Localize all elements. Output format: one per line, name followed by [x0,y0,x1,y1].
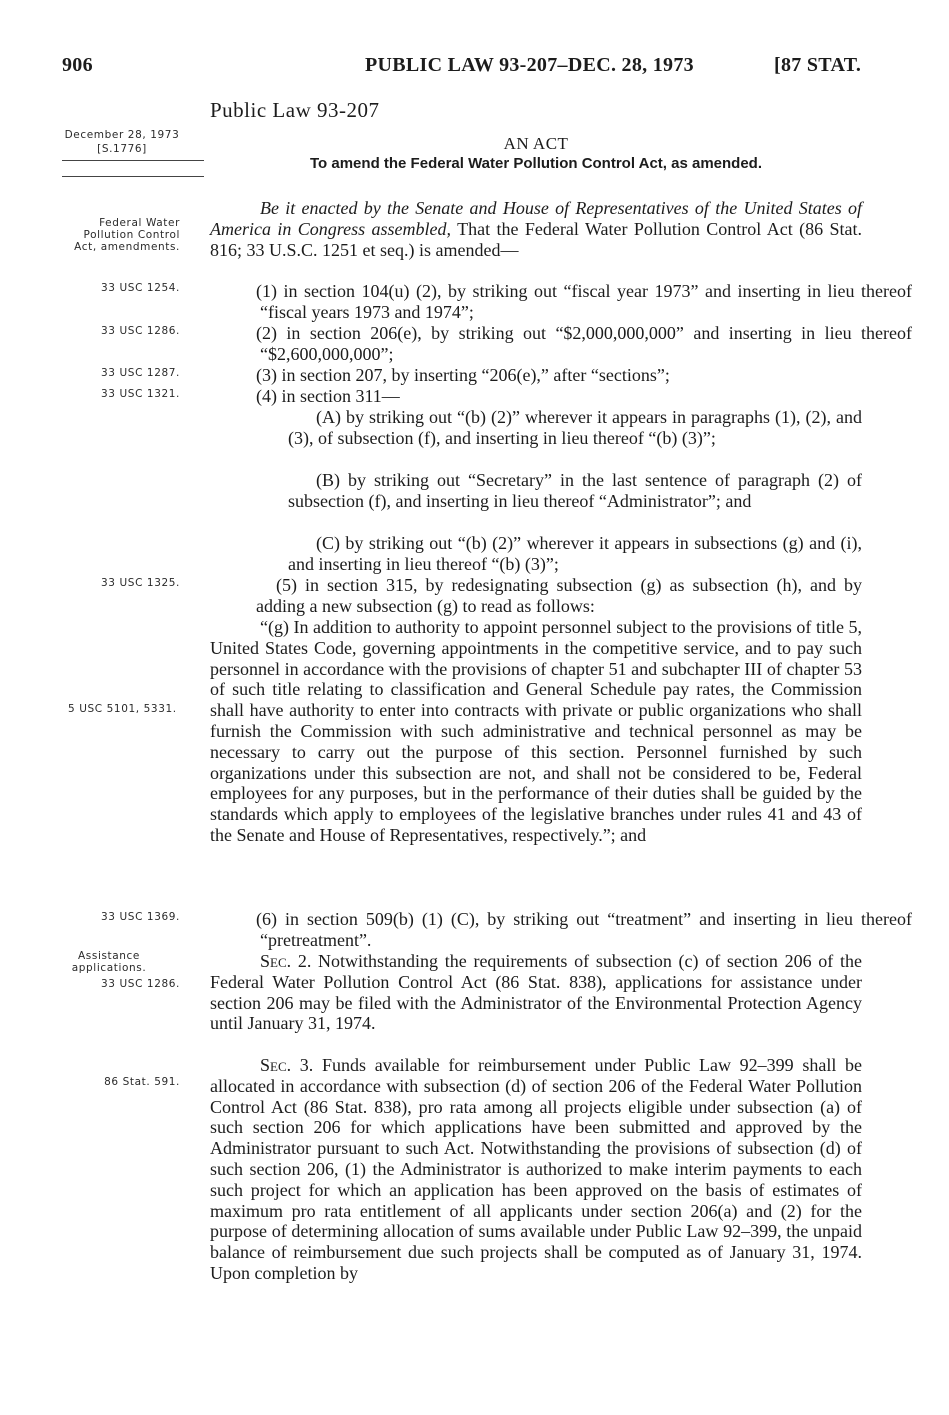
amendment-item-6: (6) in section 509(b) (1) (C), by striking out “treatment” and inserting in lieu thereof “pretreatment”. [256,909,912,950]
page-number: 906 [62,54,93,76]
amendment-item-2: (2) in section 206(e), by striking out “$2,000,000,000” and inserting in lieu thereof “$2,600,000,000”; [256,323,912,364]
volume-reference: [87 STAT. [774,54,862,76]
sidebar-date: December 28, 1973 [64,129,180,141]
section-2-text: Notwithstanding the requirements of subsection (c) of section 206 of the Federal Water Pollution Control Act (86 Stat. 838), applications for assistance under section 206 may be filed with the Administrator of the Environmental Protection Agency until January 31, 1974. [210,951,862,1034]
margin-note-86-stat: 86 Stat. 591. [104,1076,180,1088]
enacting-clause-text: That the Federal Water Pollution Control Act (86 Stat. 816; 33 U.S.C. 1251 et seq.) is amended— [210,218,862,260]
margin-note-usc-1321: 33 USC 1321. [101,388,180,400]
margin-note-usc-1286: 33 USC 1286. [101,325,180,337]
act-heading: AN ACT [503,134,569,153]
amendment-item-4c: (C) by striking out “(b) (2)” wherever it appears in subsections (g) and (i), and inserting in lieu thereof “(b) (3)”; [288,533,862,574]
margin-note-usc-1254: 33 USC 1254. [101,282,180,294]
margin-note-usc-1287: 33 USC 1287. [101,367,180,379]
amendment-item-5: (5) in section 315, by redesignating subsection (g) as subsection (h), and by adding a new subsection (g) to read as follows: [256,575,862,616]
margin-note-assistance: Assistance applications. [71,950,147,974]
amendment-item-1: (1) in section 104(u) (2), by striking out “fiscal year 1973” and inserting in lieu thereof “fiscal years 1973 and 1974”; [256,281,912,322]
amendment-item-4b: (B) by striking out “Secretary” in the last sentence of paragraph (2) of subsection (f), and inserting in lieu thereof “Administrator”; and [288,470,862,511]
section-2-label: Sec. 2. [260,951,312,971]
enacting-clause-italic: Be it enacted by the Senate and House of Representatives of the United States of America in Congress assembled, [210,198,862,239]
section-3-label: Sec. 3. [260,1055,314,1075]
amendment-item-4a: (A) by striking out “(b) (2)” wherever it appears in paragraphs (1), (2), and (3), of subsection (f), and inserting in lieu thereof “(b) (3)”; [288,407,862,448]
section-2 [210,951,862,1034]
section-3 [210,1055,862,1284]
margin-note-usc-1369: 33 USC 1369. [101,911,180,923]
enacting-clause [210,198,862,260]
sidebar-divider-top [62,160,204,161]
margin-note-5-usc-5101: 5 USC 5101, 5331. [68,703,177,715]
amendment-item-4: (4) in section 311— [256,386,400,406]
margin-note-fwpca: Federal Water Pollution Control Act, amendments. [74,217,180,253]
amendment-item-3: (3) in section 207, by inserting “206(e),” after “sections”; [256,365,670,385]
margin-note-usc-1325: 33 USC 1325. [101,577,180,589]
section-3-text: Funds available for reimbursement under Public Law 92–399 shall be allocated in accordance with subsection (d) of section 206 of the Federal Water Pollution Control Act (86 Stat. 838), pro rata among all projects eligible under subsection (a) of such section 206 for which applications have been submitted and approved by the Administrator pursuant to such Act. Notwithstanding the provisions of subsection (d) of such section 206, (1) the Administrator is authorized to make interim payments to each such project for which an application has been approved on the basis of estimates of maximum pro rata entitlement of all applicants under section 206(a) and (2) for the purpose of determining allocation of sums available under Public Law 92–399, the unpaid balance of reimbursement due such projects shall be computed as of January 31, 1974. Upon completion by [210,1055,862,1283]
sidebar-bill-number: [S.1776] [97,143,147,155]
quoted-subsection-g: “(g) In addition to authority to appoint personnel subject to the provisions of title 5, United States Code, governing appointments in the competitive service, and to pay such personnel in accordance with the provisions of chapter 51 and subchapter III of chapter 53 of such title relating to classification and General Schedule pay rates, the Commission shall have authority to enter into contracts with private or public organizations who shall furnish the Commission with such administrative and technical personnel as may be necessary to carry out the purpose of this section. Personnel furnished by such organizations under this subsection are not, and shall not be considered to be, Federal employees for any purposes, but in the performance of their duties shall be guided by the standards which apply to employees of the legislative branches under rules 41 and 43 of the Senate and House of Representatives, respectively.”; and [210,617,862,845]
sidebar-divider-bottom [62,176,204,177]
act-purpose: To amend the Federal Water Pollution Control Act, as amended. [310,155,762,172]
law-title: Public Law 93-207 [210,98,380,122]
running-title: PUBLIC LAW 93-207–DEC. 28, 1973 [365,54,694,76]
margin-note-assistance-usc: 33 USC 1286. [101,978,180,990]
